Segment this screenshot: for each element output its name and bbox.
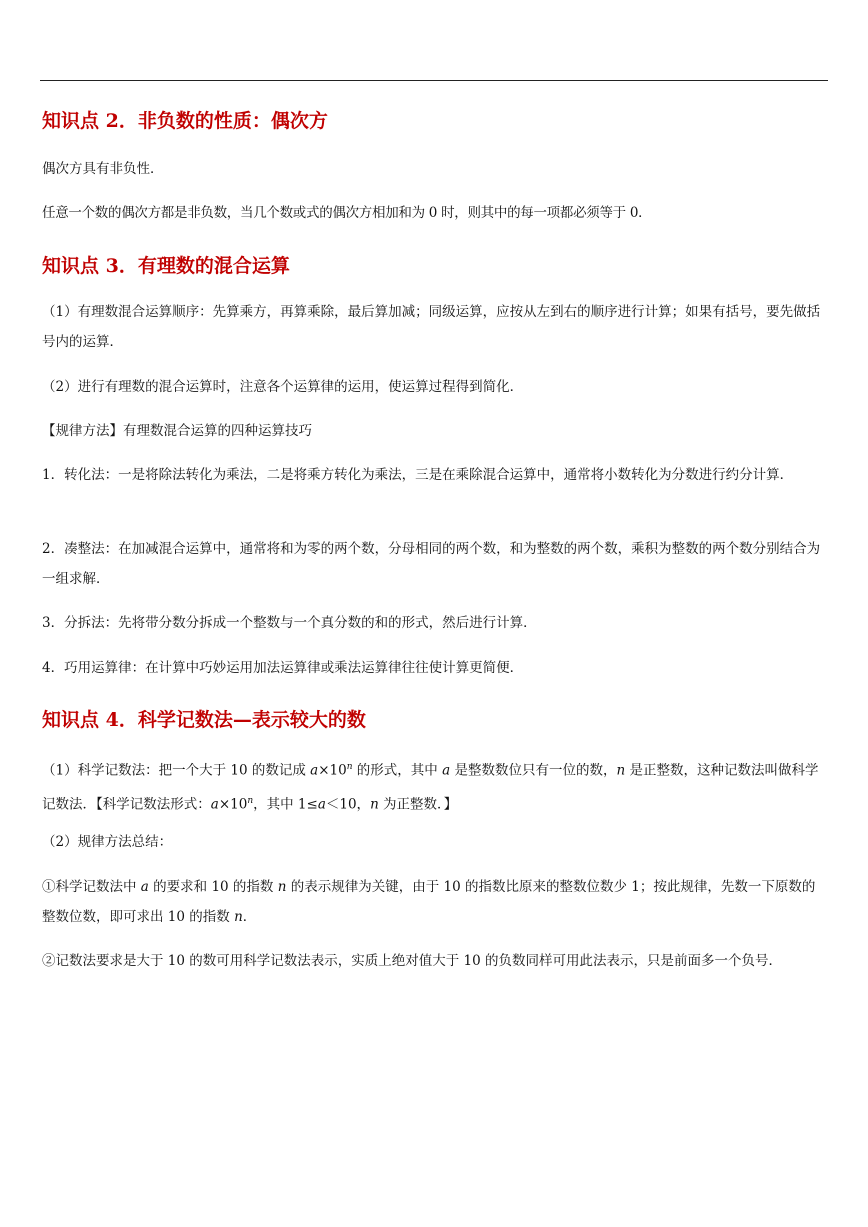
section-4-heading: 知识点 4．科学记数法—表示较大的数	[42, 709, 366, 731]
section-2-paragraph-1: 偶次方具有非负性．	[42, 161, 164, 177]
section-3-method-3: 3．分拆法：先将带分数分拆成一个整数与一个真分数的和的形式，然后进行计算．	[42, 615, 537, 631]
section-4-paragraph-2: （2）规律方法总结：	[42, 834, 173, 850]
section-3-method-2: 2．凑整法：在加减混合运算中，通常将和为零的两个数，分母相同的两个数，和为整数的两个数，乘积为整数的两个数分别结合为一组求解．	[42, 541, 821, 587]
section-4-paragraph-1: （1）科学记数法：把一个大于 10 的数记成 $a\times 10^n$ 的形式，其中 a 是整数数位只有一位的数，n 是正整数，这种记数法叫做科学记数法．【科学记数法形式：$a\times 10^n$，其中 1≤a＜10，n 为正整数．】	[42, 762, 819, 812]
section-3-heading: 知识点 3．有理数的混合运算	[42, 255, 290, 277]
section-3-method-1: 1．转化法：一是将除法转化为乘法，二是将乘方转化为乘法，三是在乘除混合运算中，通常将小数转化为分数进行约分计算．	[42, 467, 794, 483]
section-3-method-4: 4．巧用运算律：在计算中巧妙运用加法运算律或乘法运算律往往使计算更简便．	[42, 660, 524, 676]
section-4-paragraph-4: ②记数法要求是大于 10 的数可用科学记数法表示，实质上绝对值大于 10 的负数同样可用此法表示，只是前面多一个负号．	[42, 953, 783, 969]
section-2-paragraph-2: 任意一个数的偶次方都是非负数，当几个数或式的偶次方相加和为 0 时，则其中的每一项都必须等于 0．	[42, 205, 652, 221]
section-3-method-title: 【规律方法】有理数混合运算的四种运算技巧	[42, 423, 312, 439]
section-3-paragraph-1: （1）有理数混合运算顺序：先算乘方，再算乘除，最后算加减；同级运算，应按从左到右的顺序进行计算；如果有括号，要先做括号内的运算．	[42, 304, 821, 350]
section-2-heading: 知识点 2．非负数的性质：偶次方	[42, 110, 328, 132]
section-3-paragraph-2: （2）进行有理数的混合运算时，注意各个运算律的运用，使运算过程得到简化．	[42, 379, 524, 395]
header-divider	[40, 80, 828, 81]
section-4-paragraph-3: ①科学记数法中 a 的要求和 10 的指数 n 的表示规律为关键，由于 10 的指数比原来的整数位数少 1；按此规律，先数一下原数的整数位数，即可求出 10 的指数 n．	[42, 879, 816, 925]
